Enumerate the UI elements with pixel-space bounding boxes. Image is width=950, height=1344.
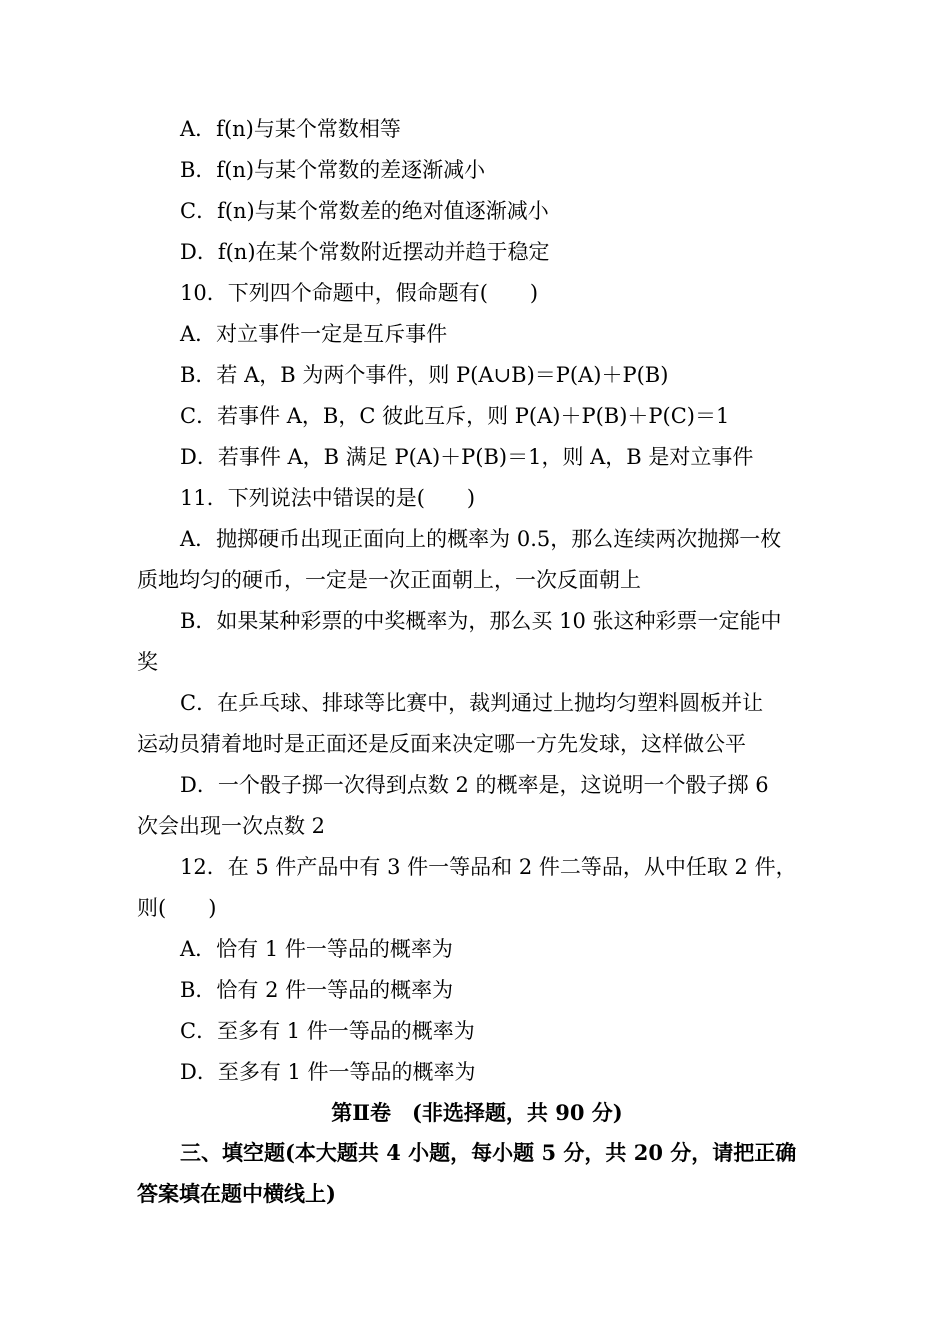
q10-option-c: C．若事件 A，B，C 彼此互斥，则 P(A)＋P(B)＋P(C)＝1 [180, 404, 730, 428]
q9-option-a: A．f(n)与某个常数相等 [180, 117, 401, 141]
q11-option-c-line2: 运动员猜着地时是正面还是反面来决定哪一方先发球，这样做公平 [137, 732, 746, 756]
q10-option-b: B．若 A，B 为两个事件，则 P(A∪B)＝P(A)＋P(B) [180, 363, 669, 387]
q11-option-b-line1: B．如果某种彩票的中奖概率为，那么买 10 张这种彩票一定能中 [180, 609, 782, 633]
q11-option-a-line1: A．抛掷硬币出现正面向上的概率为 0.5，那么连续两次抛掷一枚 [180, 527, 782, 551]
q12-stem-line1: 12．在 5 件产品中有 3 件一等品和 2 件二等品，从中任取 2 件， [180, 855, 797, 879]
q10-stem: 10．下列四个命题中，假命题有( ) [180, 281, 539, 305]
q12-option-a: A．恰有 1 件一等品的概率为 [180, 937, 453, 961]
document-content [137, 116, 817, 1222]
section3-heading-line2: 答案填在题中横线上) [137, 1181, 336, 1206]
q12-option-b: B．恰有 2 件一等品的概率为 [180, 978, 454, 1002]
q12-stem-line2: 则( ) [137, 896, 217, 920]
q11-option-c-line1: C．在乒乓球、排球等比赛中，裁判通过上抛均匀塑料圆板并让 [180, 691, 764, 715]
q9-option-b: B．f(n)与某个常数的差逐渐减小 [180, 158, 486, 182]
q10-option-d: D．若事件 A，B 满足 P(A)＋P(B)＝1，则 A，B 是对立事件 [180, 445, 754, 469]
q12-option-d: D．至多有 1 件一等品的概率为 [180, 1060, 476, 1084]
q9-option-d: D．f(n)在某个常数附近摆动并趋于稳定 [180, 240, 550, 264]
q11-option-d-line2: 次会出现一次点数 2 [137, 814, 326, 838]
q11-stem: 11．下列说法中错误的是( ) [180, 486, 476, 510]
q10-option-a: A．对立事件一定是互斥事件 [180, 322, 448, 346]
section3-heading-line1: 三、填空题(本大题共 4 小题，每小题 5 分，共 20 分，请把正确 [180, 1140, 797, 1165]
q12-option-c: C．至多有 1 件一等品的概率为 [180, 1019, 475, 1043]
part2-title: 第Ⅱ卷 (非选择题，共 90 分) [331, 1100, 623, 1125]
q11-option-d-line1: D．一个骰子掷一次得到点数 2 的概率是，这说明一个骰子掷 6 [180, 773, 769, 797]
q9-option-c: C．f(n)与某个常数差的绝对值逐渐减小 [180, 199, 549, 223]
q11-option-a-line2: 质地均匀的硬币，一定是一次正面朝上，一次反面朝上 [137, 568, 641, 592]
q11-option-b-line2: 奖 [137, 650, 158, 674]
